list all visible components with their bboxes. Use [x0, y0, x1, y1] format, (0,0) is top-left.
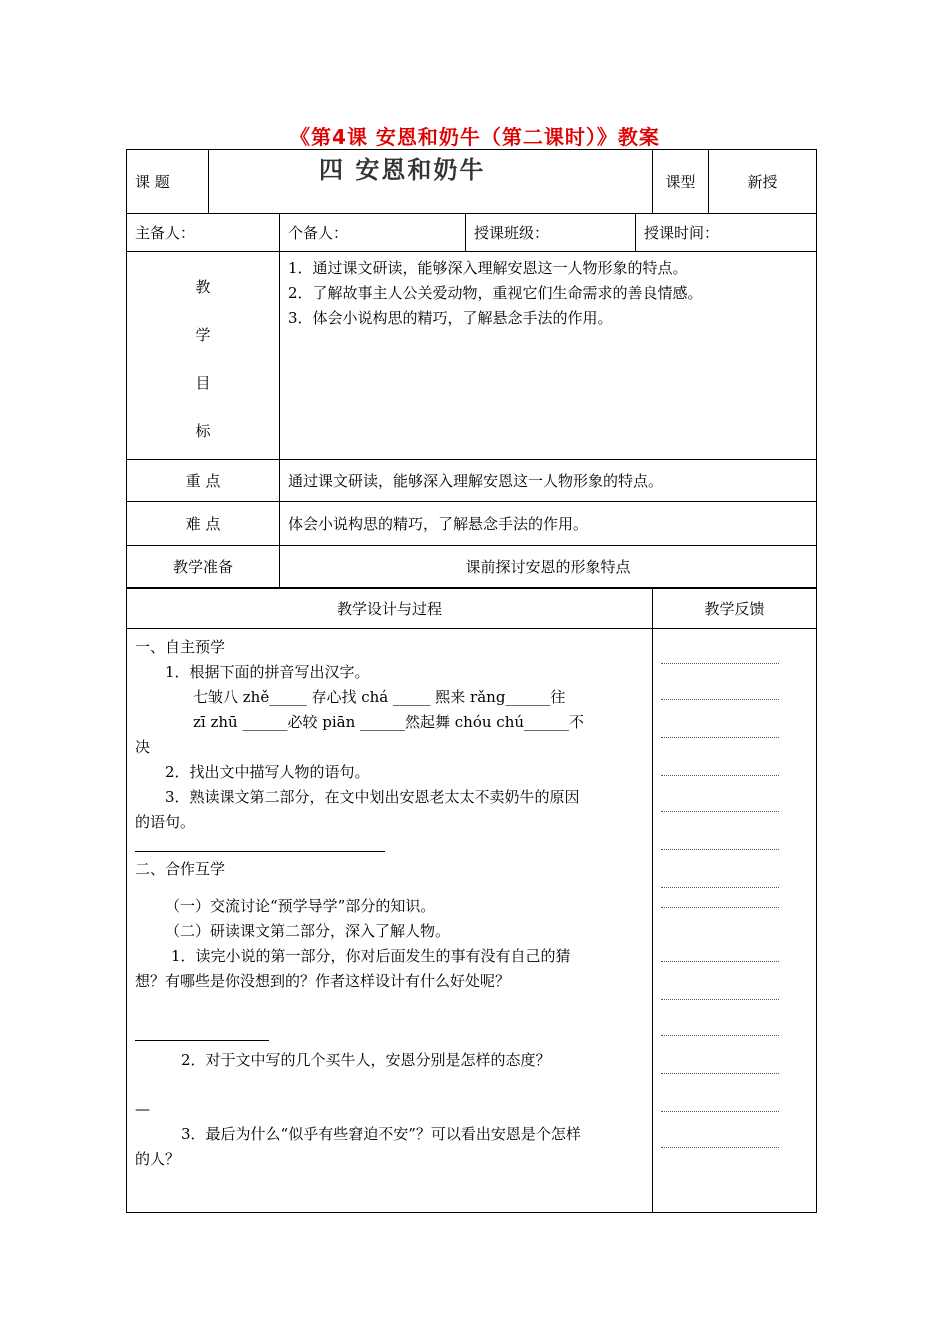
process-content — [127, 629, 653, 1213]
feedback-line — [661, 1035, 779, 1036]
answer-line — [135, 1039, 269, 1041]
question: 2．找出文中描写人物的语句。 — [165, 763, 370, 781]
question-end: 想？有哪些是你没想到的？作者这样设计有什么好处呢？ — [135, 972, 511, 990]
feedback-line — [661, 887, 779, 888]
lesson-plan-table — [126, 149, 817, 588]
class-label: 授课班级： — [466, 214, 636, 252]
question: 1．根据下面的拼音写出汉字。 — [165, 663, 370, 681]
goals-label-char: 学 — [195, 325, 211, 344]
lesson-name: 四 安恩和奶牛 — [209, 150, 653, 214]
type-value: 新授 — [709, 150, 817, 214]
pinyin-row: 七皱八 zhě_____ 存心找 chá _____ 熙来 rǎng______往 — [193, 688, 566, 706]
lesson-plan-sheet — [126, 149, 816, 1213]
preparation-text: 课前探讨安恩的形象特点 — [280, 546, 817, 588]
section-cooperative-title: 二、合作互学 — [135, 860, 226, 878]
answer-dash: — — [135, 1100, 150, 1118]
goals-label-char: 教 — [195, 277, 211, 296]
key-point-label: 重 点 — [127, 460, 280, 502]
goals-label — [127, 252, 280, 460]
goals-label-char: 目 — [195, 373, 211, 392]
section-self-study-title: 一、自主预学 — [135, 638, 226, 656]
question: 3．熟读课文第二部分，在文中划出安恩老太太不卖奶牛的原因 — [165, 788, 580, 806]
feedback-line — [661, 775, 779, 776]
feedback-column — [653, 629, 817, 1213]
goals-label-char: 标 — [195, 421, 211, 440]
question: 3．最后为什么“似乎有些窘迫不安”？可以看出安恩是个怎样 — [181, 1125, 581, 1143]
feedback-header: 教学反馈 — [653, 589, 817, 629]
key-point-text: 通过课文研读，能够深入理解安恩这一人物形象的特点。 — [280, 460, 817, 502]
feedback-line — [661, 961, 779, 962]
feedback-line — [661, 663, 779, 664]
co-label: 个备人： — [280, 214, 466, 252]
goal-item: 2．了解故事主人公关爱动物，重视它们生命需求的善良情感。 — [288, 284, 703, 302]
feedback-line — [661, 1073, 779, 1074]
type-label: 课型 — [653, 150, 709, 214]
feedback-line — [661, 811, 779, 812]
feedback-line — [661, 907, 779, 908]
goal-item: 1．通过课文研读，能够深入理解安恩这一人物形象的特点。 — [288, 259, 688, 277]
question-end: 的人？ — [135, 1150, 181, 1168]
pinyin-row-end: 决 — [135, 738, 151, 756]
goal-item: 3．体会小说构思的精巧，了解悬念手法的作用。 — [288, 309, 613, 327]
subsection: （一）交流讨论“预学导学”部分的知识。 — [165, 897, 436, 915]
question: 1．读完小说的第一部分，你对后面发生的事有没有自己的猜 — [171, 947, 571, 965]
pinyin-row: zī zhū ______必较 piān ______然起舞 chóu chú______不 — [193, 713, 585, 731]
process-table — [126, 588, 817, 1213]
answer-line — [135, 850, 385, 852]
difficulty-label: 难 点 — [127, 502, 280, 546]
feedback-line — [661, 999, 779, 1000]
feedback-line — [661, 849, 779, 850]
question: 2．对于文中写的几个买牛人，安恩分别是怎样的态度？ — [181, 1051, 551, 1069]
design-header: 教学设计与过程 — [127, 589, 653, 629]
page-title: 《第4课 安恩和奶牛（第二课时）》教案 — [290, 125, 660, 149]
difficulty-text: 体会小说构思的精巧，了解悬念手法的作用。 — [280, 502, 817, 546]
time-label: 授课时间： — [636, 214, 817, 252]
feedback-line — [661, 737, 779, 738]
feedback-line — [661, 699, 779, 700]
goals-list — [280, 252, 817, 460]
feedback-line — [661, 1111, 779, 1112]
feedback-line — [661, 1147, 779, 1148]
question-end: 的语句。 — [135, 813, 196, 831]
topic-label: 课 题 — [127, 150, 209, 214]
preparation-label: 教学准备 — [127, 546, 280, 588]
subsection: （二）研读课文第二部分，深入了解人物。 — [165, 922, 451, 940]
host-label: 主备人： — [127, 214, 280, 252]
